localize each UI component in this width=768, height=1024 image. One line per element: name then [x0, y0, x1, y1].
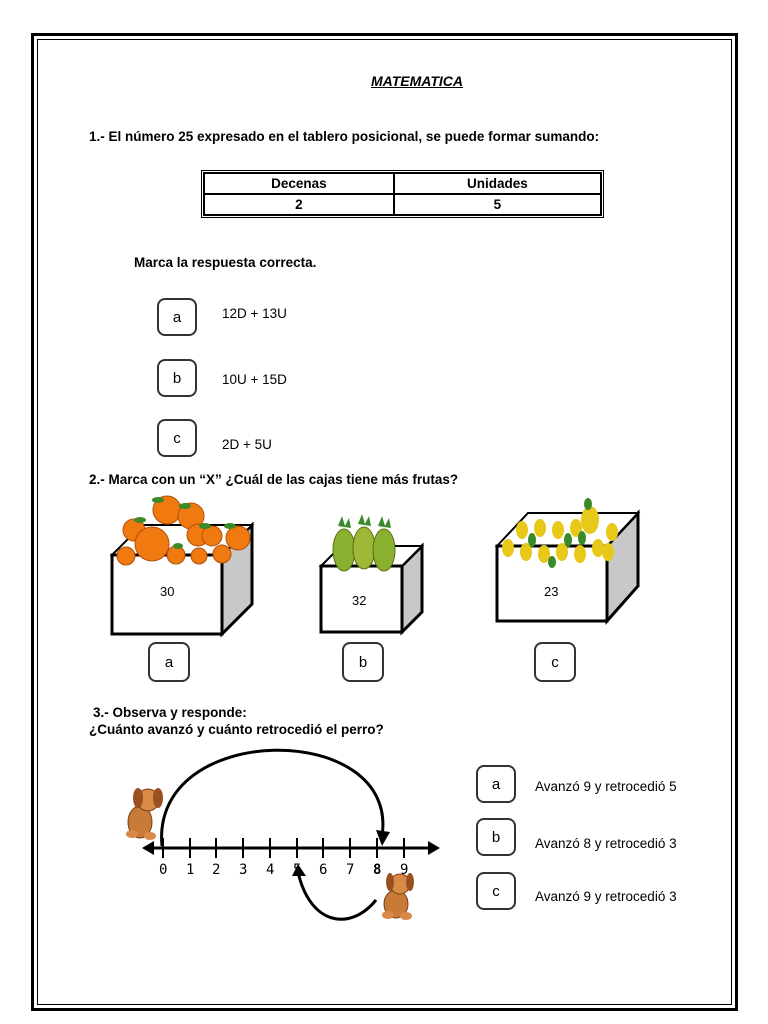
tick-label-9: 9: [400, 862, 409, 878]
tick-label-6: 6: [319, 862, 328, 878]
tick-label-4: 4: [266, 862, 275, 878]
question-3-line1: 3.- Observa y responde:: [93, 705, 247, 720]
q1-option-a-text: 12D + 13U: [222, 306, 287, 321]
dog-icon: [126, 788, 163, 840]
fruit-box-a: [112, 496, 252, 634]
question-1-text: 1.- El número 25 expresado en el tablero posicional, se puede formar sumando:: [89, 129, 600, 144]
box-c-number: 23: [544, 584, 559, 599]
header-unidades: Unidades: [394, 173, 601, 194]
q3-option-b-text: Avanzó 8 y retrocedió 3: [535, 836, 677, 851]
q3-option-a-text: Avanzó 9 y retrocedió 5: [535, 779, 677, 794]
fruit-box-c: [497, 498, 638, 621]
q3-option-c-text: Avanzó 9 y retrocedió 3: [535, 889, 677, 904]
question-1-instruction: Marca la respuesta correcta.: [134, 255, 317, 270]
question-3-line2: ¿Cuánto avanzó y cuánto retrocedió el perro?: [89, 722, 384, 737]
backward-jump-arc: [298, 872, 376, 919]
q3-option-a-box[interactable]: a: [476, 765, 516, 803]
fruit-box-b: [321, 514, 422, 632]
tick-label-5: 5: [293, 862, 302, 878]
q2-option-b-box[interactable]: b: [342, 642, 384, 682]
value-decenas: 2: [204, 194, 394, 215]
tick-label-2: 2: [212, 862, 221, 878]
dog-icon: [382, 873, 414, 920]
tick-label-7: 7: [346, 862, 355, 878]
q1-option-b-box[interactable]: b: [157, 359, 197, 397]
q1-option-c-box[interactable]: c: [157, 419, 197, 457]
q1-option-c-text: 2D + 5U: [222, 437, 272, 452]
value-unidades: 5: [394, 194, 601, 215]
q2-option-c-box[interactable]: c: [534, 642, 576, 682]
forward-arrowhead-icon: [376, 830, 390, 846]
header-decenas: Decenas: [204, 173, 394, 194]
q2-option-a-box[interactable]: a: [148, 642, 190, 682]
tick-label-0: 0: [159, 862, 168, 878]
question-2-text: 2.- Marca con un “X” ¿Cuál de las cajas tiene más frutas?: [89, 472, 459, 487]
tick-label-8: 8: [373, 862, 382, 878]
pineapple-icon: [333, 514, 395, 571]
tick-label-3: 3: [239, 862, 248, 878]
q3-option-c-box[interactable]: c: [476, 872, 516, 910]
page-title: MATEMATICA: [371, 73, 464, 89]
number-line: [142, 838, 440, 858]
tick-label-1: 1: [186, 862, 195, 878]
forward-jump-arc: [162, 750, 383, 846]
box-b-number: 32: [352, 593, 367, 608]
q1-option-b-text: 10U + 15D: [222, 372, 287, 387]
q1-option-a-box[interactable]: a: [157, 298, 197, 336]
q3-option-b-box[interactable]: b: [476, 818, 516, 856]
box-a-number: 30: [160, 584, 175, 599]
